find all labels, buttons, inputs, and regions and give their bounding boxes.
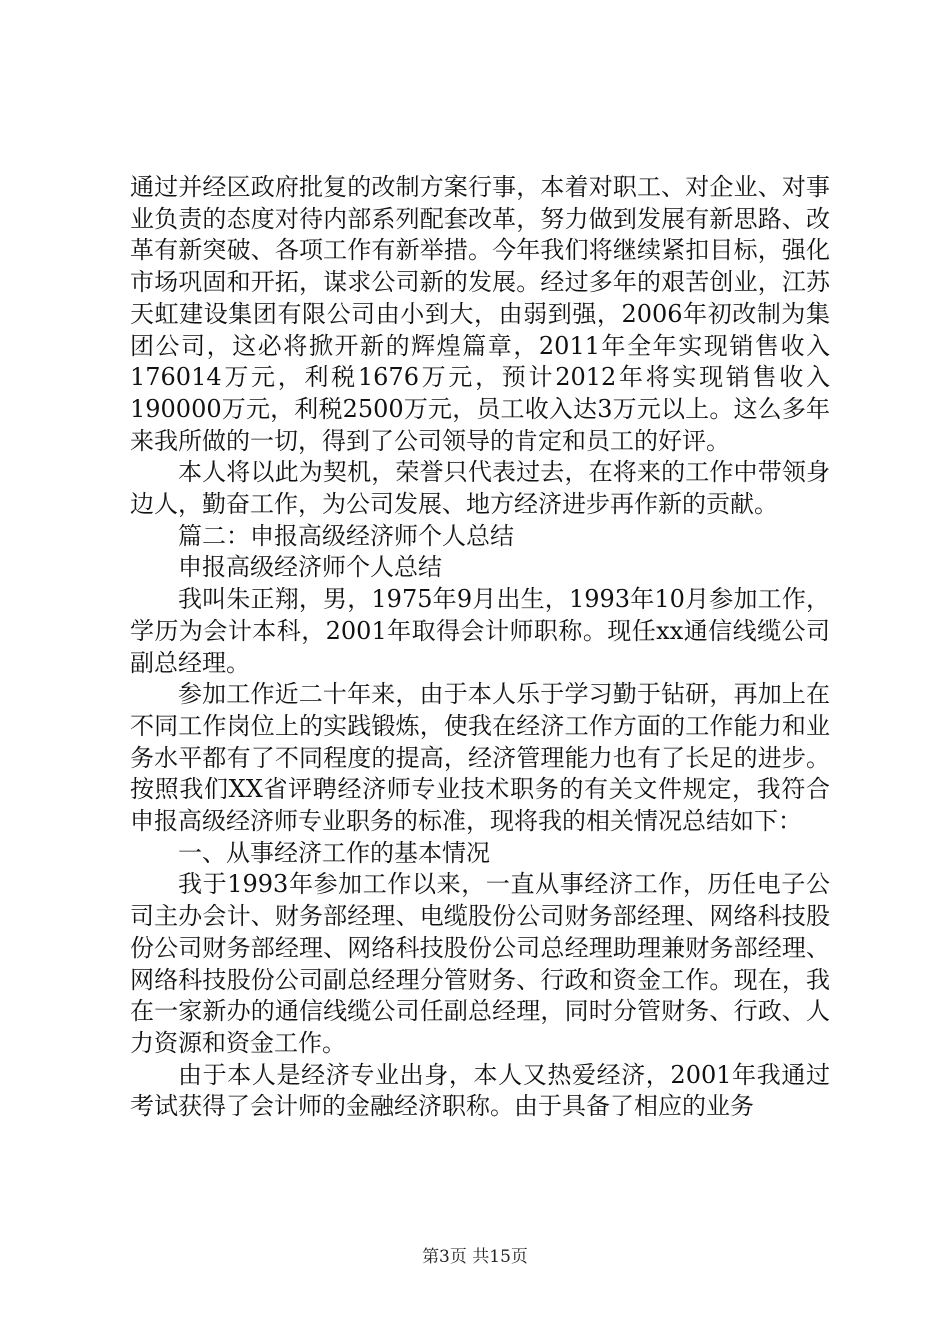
paragraph-work-experience: 参加工作近二十年来，由于本人乐于学习勤于钻研，再加上在不同工作岗位上的实践锻炼，使我在经济工作方面的工作能力和业务水平都有了不同程度的提高，经济管理能力也有了长足的进步。按照我们XX省评聘经济师专业技术职务的有关文件规定，我符合申报高级经济师专业职务的标准，现将我的相关情况总结如下： — [130, 680, 830, 836]
paragraph-career-history: 我于1993年参加工作以来，一直从事经济工作，历任电子公司主办会计、财务部经理、电缆股份公司财务部经理、网络科技股份公司财务部经理、网络科技股份公司总经理助理兼财务部经理、网络科技股份公司副总经理分管财务、行政和资金工作。现在，我在一家新办的通信线缆公司任副总经理，同时分管财务、行政、人力资源和资金工作。 — [130, 870, 830, 1057]
section-heading-basic-situation: 一、从事经济工作的基本情况 — [178, 838, 490, 867]
paragraph-qualification: 由于本人是经济专业出身，本人又热爱经济，2001年我通过考试获得了会计师的金融经济职称。由于具备了相应的业务 — [130, 1060, 830, 1121]
paragraph-self-introduction: 我叫朱正翔，男，1975年9月出生，1993年10月参加工作，学历为会计本科，2001年取得会计师职称。现任xx通信线缆公司副总经理。 — [130, 585, 830, 677]
section-heading-part-two: 篇二：申报高级经济师个人总结 — [178, 521, 514, 550]
paragraph-opportunity: 本人将以此为契机，荣誉只代表过去，在将来的工作中带领身边人，勤奋工作，为公司发展、地方经济进步再作新的贡献。 — [130, 458, 830, 519]
document-subtitle: 申报高级经济师个人总结 — [178, 553, 442, 582]
document-body — [130, 172, 830, 1123]
paragraph-continuation: 通过并经区政府批复的改制方案行事，本着对职工、对企业、对事业负责的态度对待内部系列配套改革，努力做到发展有新思路、改革有新突破、各项工作有新举措。今年我们将继续紧扣目标，强化市场巩固和开拓，谋求公司新的发展。经过多年的艰苦创业，江苏天虹建设集团有限公司由小到大，由弱到强，2006年初改制为集团公司，这必将掀开新的辉煌篇章，2011年全年实现销售收入176014万元，利税1676万元，预计2012年将实现销售收入190000万元，利税2500万元，员工收入达3万元以上。这么多年来我所做的一切，得到了公司领导的肯定和员工的好评。 — [130, 173, 830, 455]
page-number-footer: 第3页 共15页 — [422, 1247, 528, 1267]
